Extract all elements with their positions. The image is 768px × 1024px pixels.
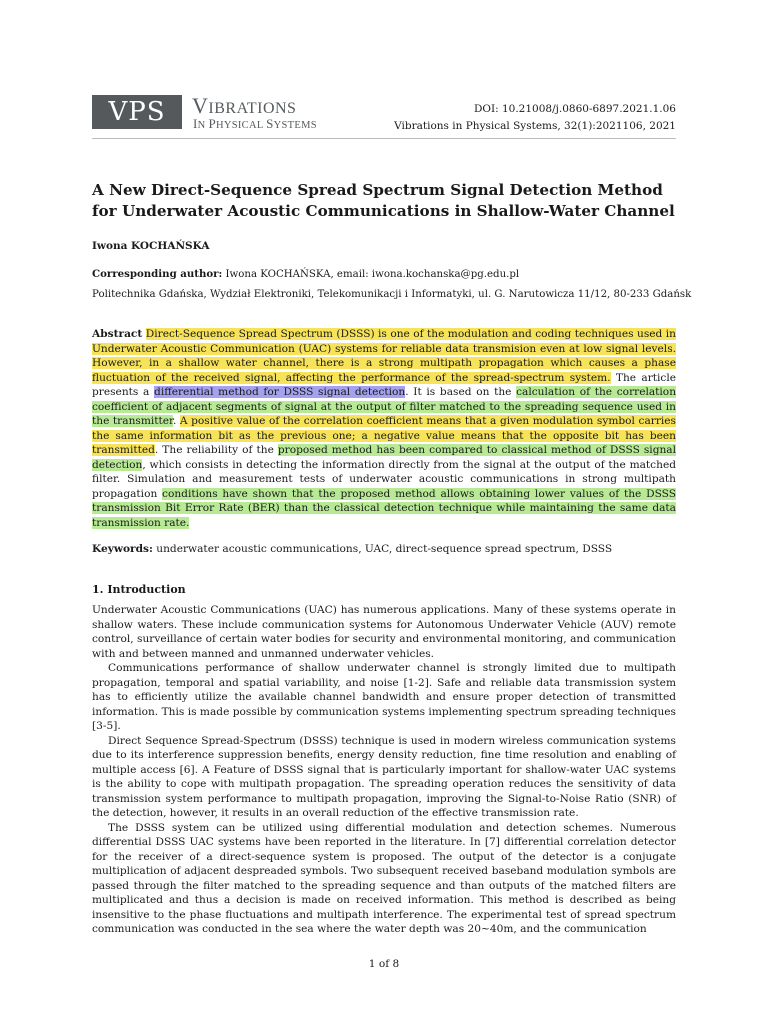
highlight-yellow: A positive value of the correlation coefficient means that a given modulation symbol carries the same information bit as the previous one; a negative value means that the opposite bit has been transmitted xyxy=(92,415,676,456)
journal-reference: Vibrations in Physical Systems, 32(1):2021106, 2021 xyxy=(394,120,676,132)
affiliation: Politechnika Gdańska, Wydział Elektroniki, Telekomunikacji i Informatyki, ul. G. Narutowicza 11/12, 80-233 Gdańsk xyxy=(92,289,692,300)
journal-logo-box xyxy=(92,95,182,129)
logo-abbr: VPS xyxy=(108,97,166,127)
paragraph: Communications performance of shallow underwater channel is strongly limited due to multipath propagation, temporal and spatial variability, and noise [1-2]. Safe and reliable data transmission system has to efficiently utilize the available channel bandwidth and ensure proper detection of transmitted information. This is made possible by communication systems implementing spectrum spreading techniques [3-5]. xyxy=(92,662,676,732)
section-body xyxy=(92,603,676,937)
paragraph: The DSSS system can be utilized using differential modulation and detection schemes. Numerous differential DSSS UAC systems have been reported in the literature. In [7] differential correlation detector for the receiver of a direct-sequence system is proposed. The output of the detector is a conjugate multiplication of adjacent despreaded symbols. Two subsequent received baseband modulation symbols are passed through the filter matched to the spreading sequence and than outputs of the matched filters are multiplicated and thus a decision is made on received information. This method is described as being insensitive to the phase fluctuations and multipath interference. The experimental test of spread spectrum communication was conducted in the sea where the water depth was 20~40m, and the communication xyxy=(92,821,676,935)
highlight-green: calculation of the correlation coefficient of adjacent segments of signal at the output of filter matched to the spreading sequence used in the transmitter xyxy=(92,386,677,427)
author-name: Iwona KOCHAŃSKA xyxy=(92,240,210,252)
corresponding-author: Corresponding author: Iwona KOCHAŃSKA, email: iwona.kochanska@pg.edu.pl xyxy=(92,268,520,280)
journal-name-line1: VIBRATIONS xyxy=(192,93,297,118)
section-heading: 1. Introduction xyxy=(92,583,186,596)
keywords: Keywords: underwater acoustic communications, UAC, direct-sequence spread spectrum, DSSS xyxy=(92,543,613,555)
header-divider xyxy=(92,138,676,139)
journal-name-line2: IN PHYSICAL SYSTEMS xyxy=(193,116,317,131)
paragraph: Direct Sequence Spread-Spectrum (DSSS) technique is used in modern wireless communication systems due to its interference suppression benefits, energy density reduction, fine time resolution and enabling of multiple access [6]. A Feature of DSSS signal that is particularly important for shallow-water UAC systems is the ability to cope with multipath propagation. The spreading operation reduces the sensitivity of data transmission system performance to multipath propagation, improving the Signal-to-Noise Ratio (SNR) of the detection, however, it results in an overall reduction of the effective transmission rate. xyxy=(92,734,676,819)
paper-title: A New Direct-Sequence Spread Spectrum Signal Detection Method for Underwater Acoustic Communications in Shallow-Water Channel xyxy=(92,181,675,220)
highlight-green: proposed method has been compared to classical method of DSSS signal detection xyxy=(92,444,676,471)
abstract-label: Abstract xyxy=(92,328,143,340)
highlight-yellow: Direct-Sequence Spread Spectrum (DSSS) is one of the modulation and coding techniques used in Underwater Acoustic Communication (UAC) systems for reliable data transmision even at low signal levels. However, in a shallow water channel, there is a strong multipath propagation which causes a phase fluctuation of the received signal, affecting the performance of the spread-spectrum system. xyxy=(92,328,676,384)
page-number: 1 of 8 xyxy=(368,958,400,970)
doi-text: DOI: 10.21008/j.0860-6897.2021.1.06 xyxy=(473,103,676,115)
highlight-blue: differential method for DSSS signal detection xyxy=(154,386,406,398)
paragraph: Underwater Acoustic Communications (UAC) has numerous applications. Many of these systems operate in shallow waters. These include communication systems for Autonomous Underwater Vehicle (AUV) remote control, surveillance of certain water bodies for security and environmental monitoring, and communication with and between manned and unmanned underwater vehicles. xyxy=(92,604,676,660)
highlight-green: conditions have shown that the proposed method allows obtaining lower values of the DSSS transmission Bit Error Rate (BER) than the classical detection technique while maintaining the same data transmission rate. xyxy=(92,487,676,529)
abstract: Abstract Direct-Sequence Spread Spectrum (DSSS) is one of the modulation and coding techniques used in Underwater Acoustic Communication (UAC) systems for reliable data transmision even at low signal levels. However, in a shallow water channel, there is a strong multipath propagation which causes a phase fluctuation of the received signal, affecting the performance of the spread-spectrum system. The article presents a differential method for DSSS signal detection. It is based on the calculation of the correlation coefficient of adjacent segments of signal at the output of filter matched to the spreading sequence used in the transmitter. A positive value of the correlation coefficient means that a given modulation symbol carries the same information bit as the previous one; a negative value means that the opposite bit has been transmitted. The reliability of the proposed method has been compared to classical method of DSSS signal detection, which consists in detecting the information directly from the signal at the output of the matched filter. Simulation and measurement tests of underwater acoustic communications in strong multipath propagation conditions have shown that the proposed method allows obtaining lower values of the DSSS transmission Bit Error Rate (BER) than the classical detection technique while maintaining the same data transmission rate. xyxy=(92,328,677,529)
